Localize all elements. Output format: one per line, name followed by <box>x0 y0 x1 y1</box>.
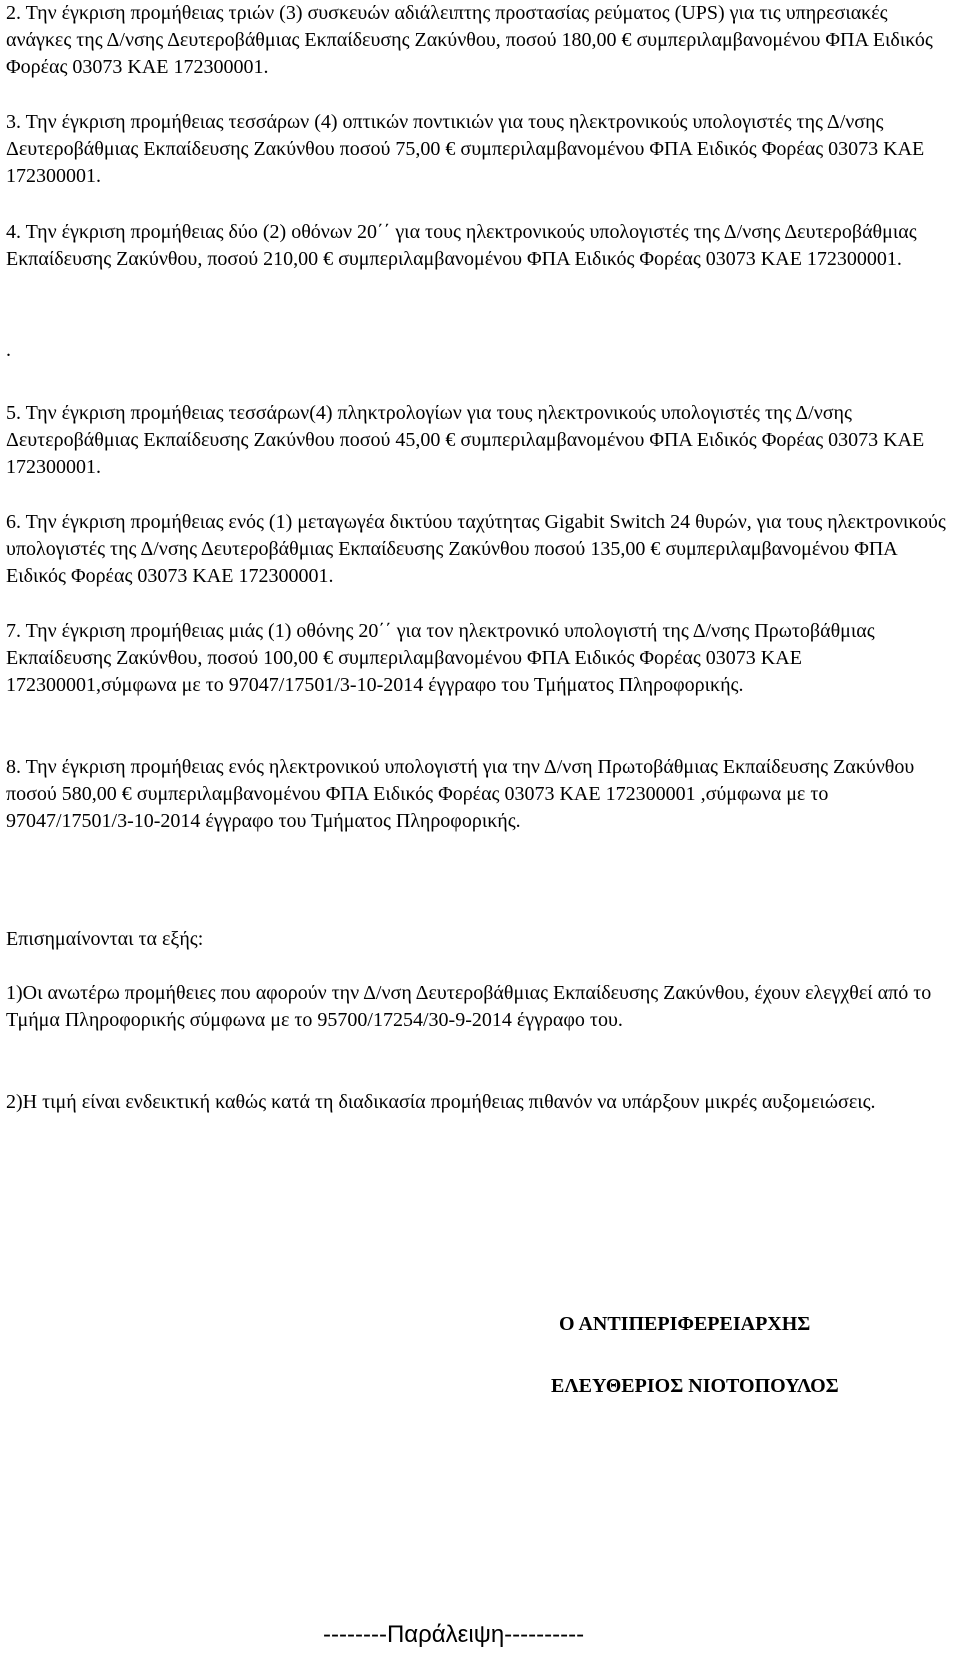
signature-name: ΕΛΕΥΘΕΡΙΟΣ ΝΙΟΤΟΠΟΥΛΟΣ <box>551 1375 839 1397</box>
notes-heading: Επισημαίνονται τα εξής: <box>6 928 204 950</box>
item-4-paragraph: 4. Την έγκριση προμήθειας δύο (2) οθόνων 20΄΄ για τους ηλεκτρονικούς υπολογιστές της Δ/νσης Δευτεροβάθμιας Εκπαίδευσης Ζακύνθου, ποσού 210,00 € συμπεριλαμβανομένου ΦΠΑ Ειδικός Φορέας 03073 ΚΑΕ 172300001. <box>6 221 917 270</box>
separator-dot: . <box>6 339 11 361</box>
omission-marker: --------Παράλειψη---------- <box>323 1621 585 1648</box>
item-5-paragraph: 5. Την έγκριση προμήθειας τεσσάρων(4) πληκτρολογίων για τους ηλεκτρονικούς υπολογιστές της Δ/νσης Δευτεροβάθμιας Εκπαίδευσης Ζακύνθου ποσού 45,00 € συμπεριλαμβανομένου ΦΠΑ Ειδικός Φορέας 03073 ΚΑΕ 172300001. <box>6 402 925 478</box>
signature-title: Ο ΑΝΤΙΠΕΡΙΦΕΡΕΙΑΡΧΗΣ <box>559 1313 811 1335</box>
note-1: 1)Οι ανωτέρω προμήθειες που αφορούν την Δ/νση Δευτεροβάθμιας Εκπαίδευσης Ζακύνθου, έχουν ελεγχθεί από το Τμήμα Πληροφορικής σύμφωνα με το 95700/17254/30-9-2014 έγγραφο του. <box>6 982 932 1031</box>
note-2: 2)Η τιμή είναι ενδεικτική καθώς κατά τη διαδικασία προμήθειας πιθανόν να υπάρξουν μικρές αυξομειώσεις. <box>6 1091 876 1113</box>
item-8-paragraph: 8. Την έγκριση προμήθειας ενός ηλεκτρονικού υπολογιστή για την Δ/νση Πρωτοβάθμιας Εκπαίδευσης Ζακύνθου ποσού 580,00 € συμπεριλαμβανομένου ΦΠΑ Ειδικός Φορέας 03073 ΚΑΕ 172300001 ,σύμφωνα με το 97047/17501/3-10-2014 έγγραφο του Τμήματος Πληροφορικής. <box>6 756 915 832</box>
item-3-paragraph: 3. Την έγκριση προμήθειας τεσσάρων (4) οπτικών ποντικιών για τους ηλεκτρονικούς υπολογιστές της Δ/νσης Δευτεροβάθμιας Εκπαίδευσης Ζακύνθου ποσού 75,00 € συμπεριλαμβανομένου ΦΠΑ Ειδικός Φορέας 03073 ΚΑΕ 172300001. <box>6 111 925 187</box>
item-6-paragraph: 6. Την έγκριση προμήθειας ενός (1) μεταγωγέα δικτύου ταχύτητας Gigabit Switch 24 θυρών, για τους ηλεκτρονικούς υπολογιστές της Δ/νσης Δευτεροβάθμιας Εκπαίδευσης Ζακύνθου ποσού 135,00 € συμπεριλαμβανομένου ΦΠΑ Ειδικός Φορέας 03073 ΚΑΕ 172300001. <box>6 511 946 587</box>
item-7-paragraph: 7. Την έγκριση προμήθειας μιάς (1) οθόνης 20΄΄ για τον ηλεκτρονικό υπολογιστή της Δ/νσης Πρωτοβάθμιας Εκπαίδευσης Ζακύνθου, ποσού 100,00 € συμπεριλαμβανομένου ΦΠΑ Ειδικός Φορέας 03073 ΚΑΕ 172300001,σύμφωνα με το 97047/17501/3-10-2014 έγγραφο του Τμήματος Πληροφορικής. <box>6 620 875 696</box>
item-2-paragraph: 2. Την έγκριση προμήθειας τριών (3) συσκευών αδιάλειπτης προστασίας ρεύματος (UPS) για τις υπηρεσιακές ανάγκες της Δ/νσης Δευτεροβάθμιας Εκπαίδευσης Ζακύνθου, ποσού 180,00 € συμπεριλαμβανομένου ΦΠΑ Ειδικός Φορέας 03073 ΚΑΕ 172300001. <box>6 2 933 78</box>
